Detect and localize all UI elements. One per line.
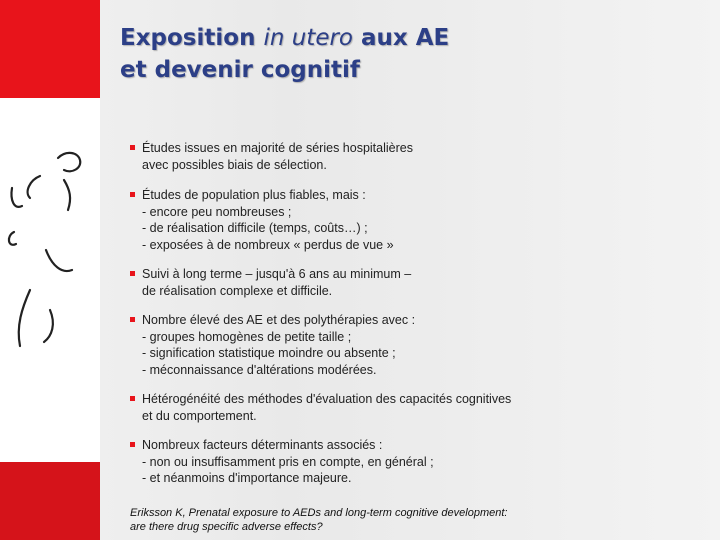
bullet-square-icon <box>130 317 135 322</box>
bullet-item: Suivi à long terme – jusqu'à 6 ans au minimum – de réalisation complexe et difficile. <box>130 266 590 299</box>
page-title <box>120 22 449 86</box>
title-line-1: Exposition in utero aux AE <box>120 25 450 51</box>
bullet-square-icon <box>130 192 135 197</box>
title-line-2: et devenir cognitif <box>120 57 360 83</box>
bullet-item: Nombre élevé des AE et des polythérapies avec : - groupes homogènes de petite taille ; - signification statistique moindre ou absente ; - méconnaissance d'altérations modérées. <box>130 312 590 378</box>
reference-citation: Eriksson K, Prenatal exposure to AEDs and long-term cognitive development: are there drug specific adverse effects? <box>130 507 508 533</box>
bullet-list <box>130 140 590 500</box>
bullet-item: Études de population plus fiables, mais : - encore peu nombreuses ; - de réalisation difficile (temps, coûts…) ; - exposées à de nombreux « perdus de vue » <box>130 187 590 253</box>
bullet-square-icon <box>130 396 135 401</box>
bullet-square-icon <box>130 271 135 276</box>
bullet-square-icon <box>130 442 135 447</box>
red-accent-bar-bottom <box>0 462 100 540</box>
bullet-item: Études issues en majorité de séries hospitalières avec possibles biais de sélection. <box>130 140 590 173</box>
title-italic-text: in utero <box>263 25 354 51</box>
bullet-item: Nombreux facteurs déterminants associés : - non ou insuffisamment pris en compte, en général ; - et néanmoins d'importance majeure. <box>130 437 590 487</box>
running-figure-illustration <box>0 140 100 370</box>
bullet-square-icon <box>130 145 135 150</box>
red-accent-bar-top <box>0 0 100 98</box>
bullet-item: Hétérogénéité des méthodes d'évaluation des capacités cognitives et du comportement. <box>130 391 590 424</box>
